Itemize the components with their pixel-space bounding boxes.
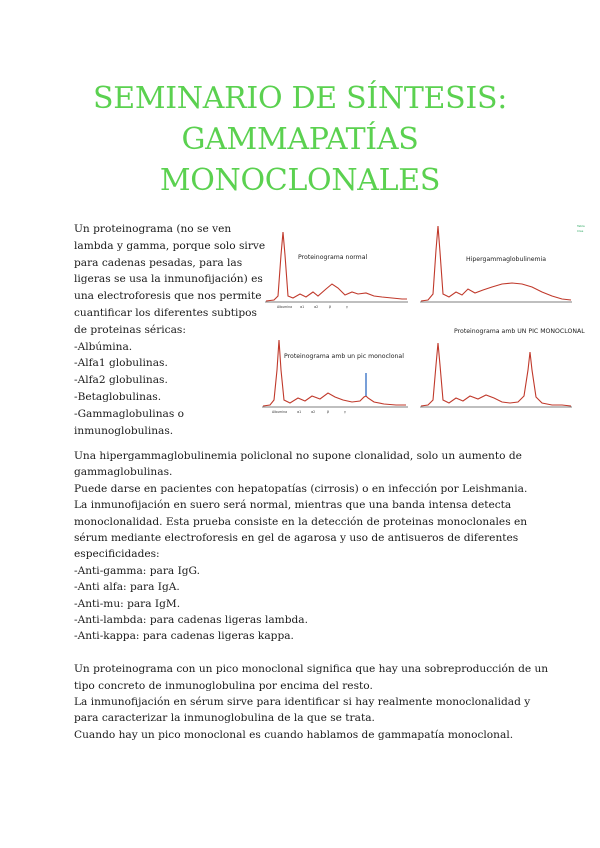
body-line: Una hipergammaglobulinemia policlonal no supone clonalidad, solo un aumento de xyxy=(74,450,522,462)
tick-label: α2 xyxy=(314,305,319,309)
list-item-anti-gamma: -Anti-gamma: para IgG. xyxy=(74,564,200,577)
intro-line: lambda y gamma, porque solo sirve xyxy=(74,239,266,252)
body-line: para caracterizar la inmunoglobulina de la que se trata. xyxy=(74,712,375,725)
list-item-anti-alfa: -Anti alfa: para IgA. xyxy=(74,581,180,594)
body-line: Puede darse en pacientes con hepatopatías (cirrosis) o en infección por Leishmania. xyxy=(74,482,528,495)
intro-line: cuantificar los diferentes subtipos xyxy=(74,306,257,319)
intro-line: ligeras se usa la inmunofijación) es xyxy=(74,273,263,286)
corner-note-line-2: Clas xyxy=(577,229,584,233)
body-text xyxy=(74,448,549,743)
tick-label: β xyxy=(329,305,332,309)
title-line-3: MONOCLONALES xyxy=(159,163,441,198)
chart-hipergamma xyxy=(420,226,572,302)
tick-label: α1 xyxy=(300,305,305,309)
list-item-beta: -Betaglobulinas. xyxy=(74,390,162,403)
corner-note-line-1: Tabla xyxy=(577,224,585,228)
body-line: Cuando hay un pico monoclonal es cuando hablamos de gammapatía monoclonal. xyxy=(74,728,514,741)
intro-line: de proteinas séricas: xyxy=(74,323,186,336)
intro-line: para cadenas pesadas, para las xyxy=(74,256,243,269)
list-item-anti-mu: -Anti-mu: para IgM. xyxy=(74,597,181,610)
intro-line: Un proteinograma (no se ven xyxy=(74,223,232,235)
chart-curve xyxy=(263,340,406,406)
title-line-2: GAMMAPATÍAS xyxy=(181,122,419,157)
list-item-anti-lambda: -Anti-lambda: para cadenas ligeras lambda. xyxy=(74,614,308,627)
chart-label: Hipergammaglobulinemia xyxy=(466,256,547,263)
chart-normal xyxy=(265,232,408,309)
intro-line: inmunoglobulinas. xyxy=(74,424,174,437)
list-item-gamma: -Gammaglobulinas o xyxy=(74,407,185,420)
chart-curve xyxy=(266,232,407,301)
list-item-alfa2: -Alfa2 globulinas. xyxy=(74,374,168,387)
chart-label: Proteinograma amb UN PIC MONOCLONAL xyxy=(454,328,585,335)
title-line-1: SEMINARIO DE SÍNTESIS: xyxy=(92,81,507,116)
body-line: sérum mediante electroforesis en gel de agarosa y uso de antisueros de diferentes xyxy=(74,532,519,545)
tick-label: Albumina xyxy=(272,410,288,414)
chart-monoclonal-2 xyxy=(420,328,585,407)
tick-label: Albumina xyxy=(277,305,293,309)
body-line: especificidades: xyxy=(74,548,160,561)
list-item-albumina: -Albúmina. xyxy=(74,340,133,353)
intro-line: una electroforesis que nos permite xyxy=(74,290,262,303)
chart-monoclonal-1 xyxy=(262,340,408,414)
chart-curve xyxy=(421,226,571,301)
body-line: tipo concreto de inmunoglobulina por encima del resto. xyxy=(74,679,373,692)
tick-label: γ xyxy=(346,305,348,309)
tick-label: γ xyxy=(344,410,346,414)
chart-curve xyxy=(421,343,571,406)
list-item-anti-kappa: -Anti-kappa: para cadenas ligeras kappa. xyxy=(74,630,294,643)
intro-paragraph xyxy=(74,221,266,439)
body-line: monoclonalidad. Esta prueba consiste en la detección de proteinas monoclonales en xyxy=(74,515,528,528)
body-line: La inmunofijación en sérum sirve para identificar si hay realmente monoclonalidad y xyxy=(74,696,531,709)
chart-label: Proteinograma normal xyxy=(298,254,368,261)
page-title xyxy=(0,78,600,201)
tick-label: β xyxy=(327,410,330,414)
chart-label: Proteinograma amb un pic monoclonal xyxy=(284,353,404,360)
list-item-alfa1: -Alfa1 globulinas. xyxy=(74,357,168,370)
body-line: Un proteinograma con un pico monoclonal significa que hay una sobreproducción de un xyxy=(74,663,549,676)
body-line: gammaglobulinas. xyxy=(74,466,173,479)
tick-label: α2 xyxy=(311,410,316,414)
paragraph-gap xyxy=(74,645,544,661)
tick-label: α1 xyxy=(297,410,302,414)
body-line: La inmunofijación en suero será normal, mientras que una banda intensa detecta xyxy=(74,499,512,512)
